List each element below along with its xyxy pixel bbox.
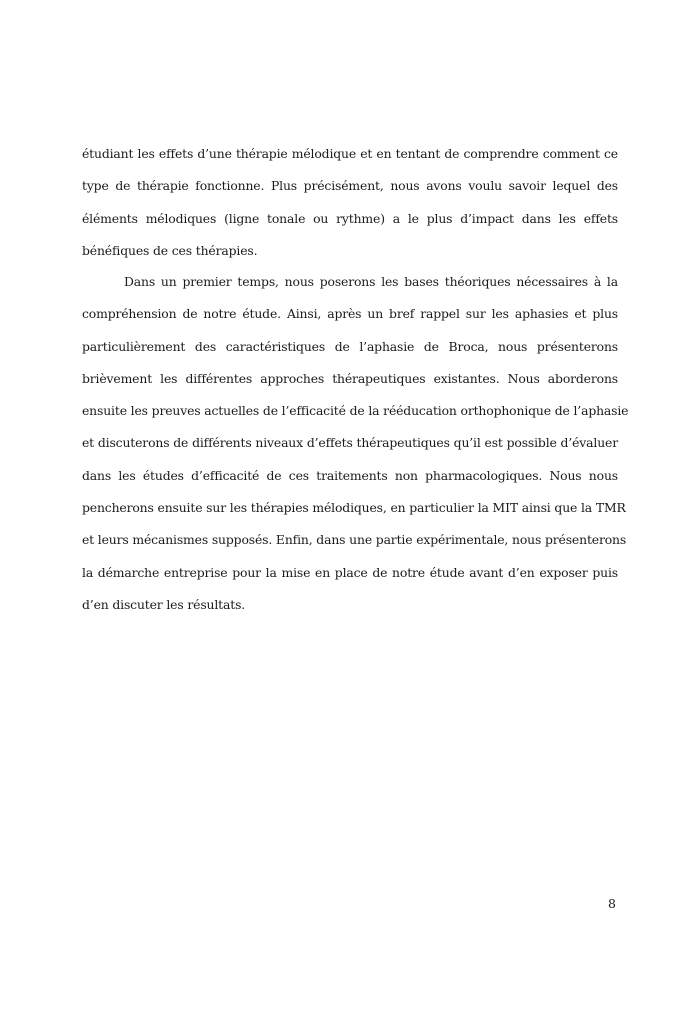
text-line: Dans un premier temps, nous poserons les bases théoriques nécessaires à la (124, 274, 618, 289)
text-line: et leurs mécanismes supposés. Enfin, dans une partie expérimentale, nous présenterons (82, 532, 627, 548)
text-line: bénéfiques de ces thérapies. (82, 242, 258, 258)
paragraph-plan (82, 266, 629, 621)
text-line: dans les études d’efficacité de ces traitements non pharmacologiques. Nous nous (82, 467, 618, 483)
page-number: 8 (608, 896, 616, 911)
text-line: étudiant les effets d’une thérapie mélodique et en tentant de comprendre comment ce (82, 146, 618, 161)
text-line: et discuterons de différents niveaux d’effets thérapeutiques qu’il est possible d’évaluer (82, 435, 618, 451)
text-line: la démarche entreprise pour la mise en place de notre étude avant d’en exposer puis (82, 564, 618, 580)
text-line: pencherons ensuite sur les thérapies mélodiques, en particulier la MIT ainsi que la TMR (82, 500, 626, 516)
text-line: d’en discuter les résultats. (82, 596, 246, 612)
text-line: brièvement les différentes approches thérapeutiques existantes. Nous aborderons (82, 370, 618, 386)
text-line: ensuite les preuves actuelles de l’efficacité de la rééducation orthophonique de l’aphasie (82, 403, 629, 419)
text-line: particulièrement des caractéristiques de l’aphasie de Broca, nous présenterons (82, 338, 618, 354)
text-line: éléments mélodiques (ligne tonale ou rythme) a le plus d’impact dans les effets (82, 210, 618, 226)
paragraph-intro-end (82, 138, 618, 267)
text-line: type de thérapie fonctionne. Plus précisément, nous avons voulu savoir lequel des (82, 178, 618, 194)
text-line: compréhension de notre étude. Ainsi, après un bref rappel sur les aphasies et plus (82, 306, 618, 322)
